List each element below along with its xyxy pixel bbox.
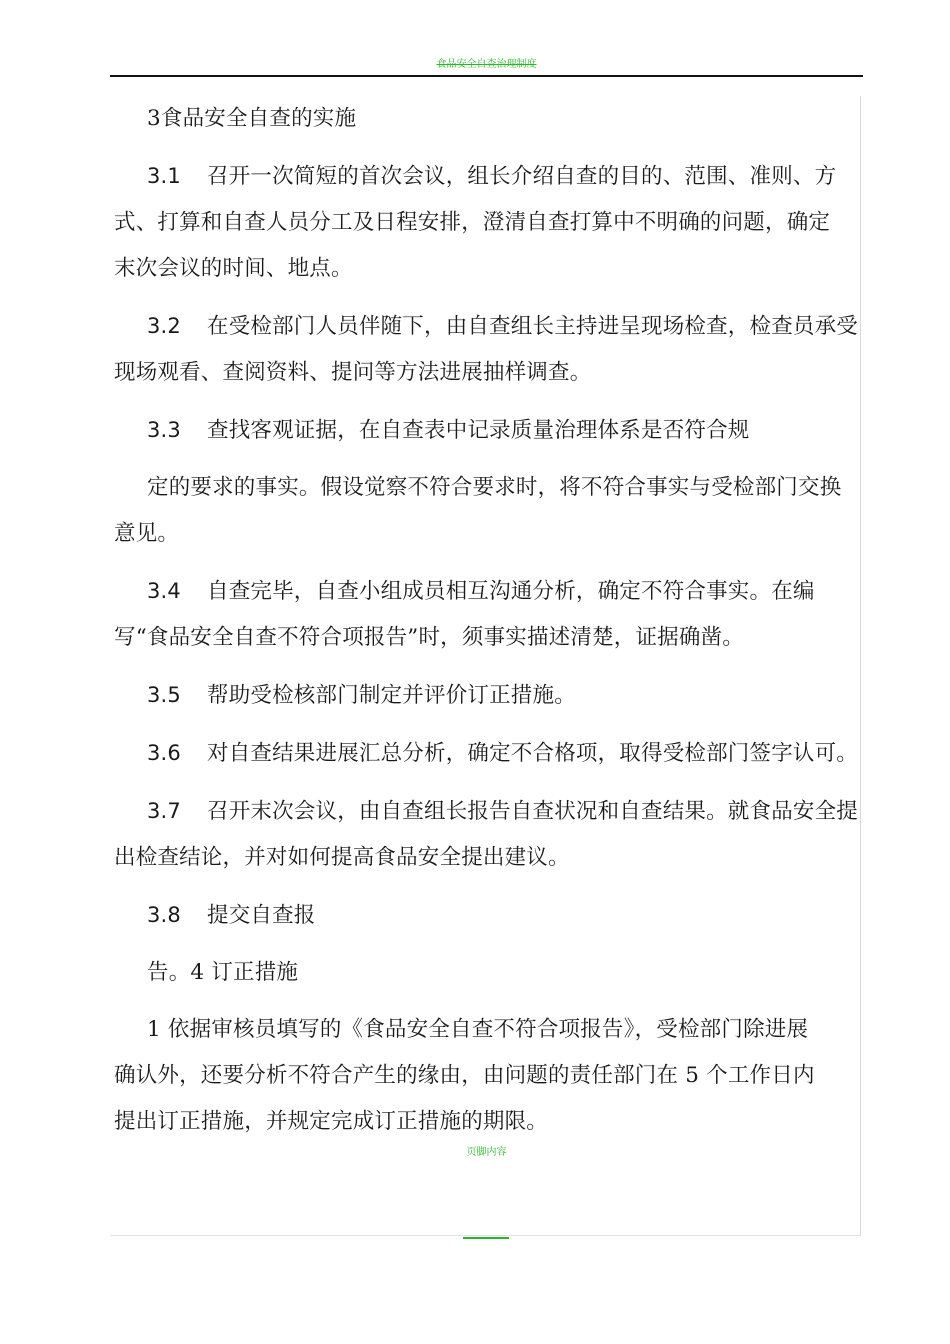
header-divider (110, 75, 863, 77)
paragraph-line: 确认外，还要分析不符合产生的缘由，由问题的责任部门在 5 个工作日内 (114, 1063, 815, 1088)
paragraph-3-1 (114, 153, 859, 292)
paragraph-line (114, 153, 859, 200)
paragraph-3-8 (114, 892, 859, 939)
paragraph-line: 告。4 订正措施 (147, 960, 299, 985)
item-number: 3.2 (147, 314, 181, 338)
item-number: 3.5 (147, 683, 181, 707)
item-number: 3.1 (147, 164, 181, 188)
paragraph-line: 1 依据审核员填写的《食品安全自查不符合项报告》，受检部门除进展 (147, 1017, 809, 1042)
paragraph-line: 意见。 (114, 521, 180, 546)
item-number: 3.7 (147, 799, 181, 823)
page-footer: 页脚内容 (466, 1147, 507, 1158)
paragraph-line: 末次会议的时间、地点。 (114, 256, 353, 281)
page-header (110, 58, 863, 72)
page-right-border (860, 96, 861, 1236)
document-body (114, 96, 859, 1145)
paragraph-line: 提出订正措施，并规定完成订正措施的期限。 (114, 1109, 549, 1134)
item-number: 3.6 (147, 741, 181, 765)
paragraph-3-5 (114, 672, 859, 719)
paragraph-line (114, 730, 859, 777)
paragraph-line (114, 407, 859, 454)
line-text: 自查完毕，自查小组成员相互沟通分析，确定不符合事实。在编 (207, 579, 815, 604)
item-number: 3.3 (147, 418, 181, 442)
paragraph-3-2 (114, 303, 859, 396)
header-title: 食品安全自查治理制度 (436, 59, 537, 70)
line-text: 召开末次会议，由自查组长报告自查状况和自查结果。就食品安全提 (207, 799, 859, 824)
paragraph-section-4-heading (114, 950, 859, 996)
line-text: 在受检部门人员伴随下，由自查组长主持进呈现场检查，检查员承受 (207, 314, 859, 339)
paragraph-3-7 (114, 788, 859, 881)
paragraph-line (114, 672, 859, 719)
line-text: 帮助受检核部门制定并评价订正措施。 (207, 683, 576, 708)
paragraph-section-3-heading (114, 96, 859, 142)
paragraph-3-6 (114, 730, 859, 777)
paragraph-3-3 (114, 407, 859, 454)
line-text: 查找客观证据，在自查表中记录质量治理体系是否符合规 (207, 418, 750, 443)
paragraph-4-1 (114, 1007, 859, 1145)
paragraph-line: 出检查结论，并对如何提高食品安全提出建议。 (114, 845, 570, 870)
paragraph-line (114, 568, 859, 615)
paragraph-line: 现场观看、查阅资料、提问等方法进展抽样调查。 (114, 360, 592, 385)
line-text: 召开一次简短的首次会议，组长介绍自查的目的、范围、准则、方 (207, 164, 837, 189)
paragraph-line: 写“食品安全自查不符合项报告”时，须事实描述清楚，证据确凿。 (114, 625, 744, 650)
footer-accent-line (463, 1237, 509, 1239)
paragraph-line: 定的要求的事实。假设觉察不符合要求时，将不符合事实与受检部门交换 (147, 475, 842, 500)
item-number: 3.4 (147, 579, 181, 603)
page-bottom-border (110, 1235, 861, 1236)
paragraph-line (114, 892, 859, 939)
section-heading-text: 3食品安全自查的实施 (147, 106, 357, 131)
line-text: 提交自查报 (207, 903, 316, 928)
paragraph-3-4 (114, 568, 859, 661)
paragraph-3-3-continued (114, 465, 859, 557)
paragraph-line (114, 303, 859, 350)
paragraph-line: 式、打算和自查人员分工及日程安排，澄清自查打算中不明确的问题，确定 (114, 210, 831, 235)
paragraph-line (114, 788, 859, 835)
line-text: 对自查结果进展汇总分析，确定不合格项，取得受检部门签字认可。 (207, 741, 859, 766)
item-number: 3.8 (147, 903, 181, 927)
